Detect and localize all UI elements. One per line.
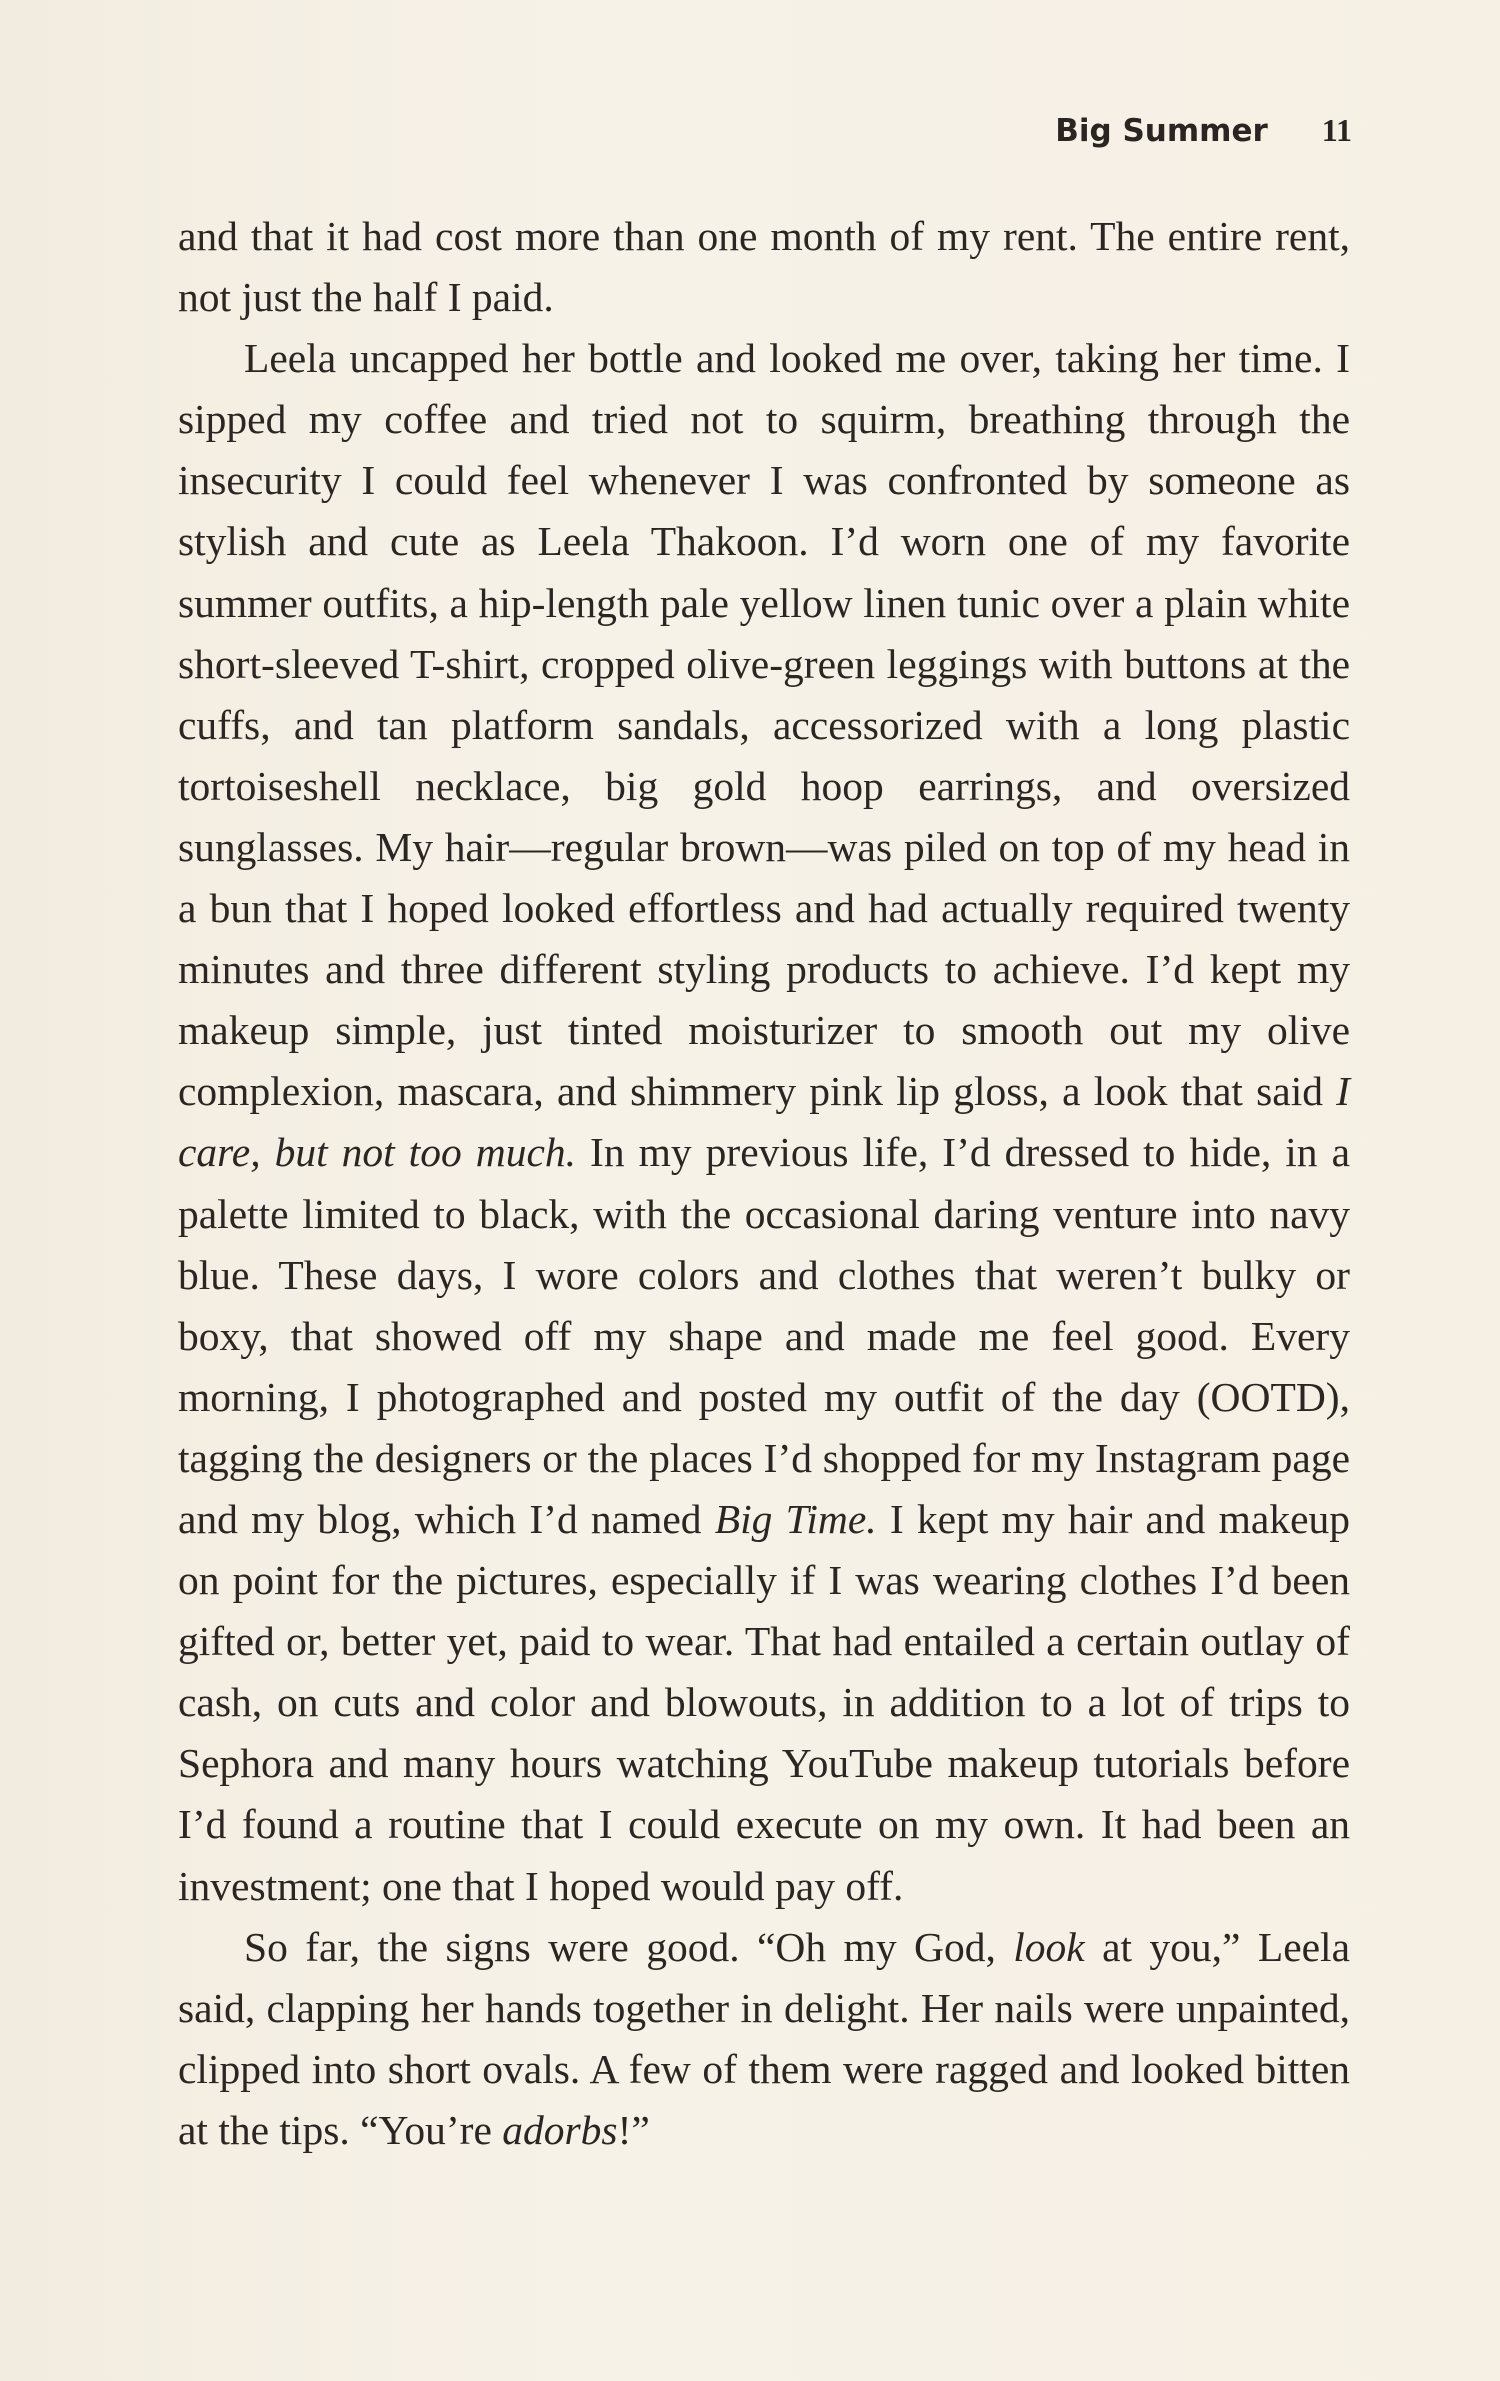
paragraph [178,328,1350,1916]
text-run: and that it had cost more than one month of my rent. The entire rent, not just the half I paid. [178,213,1350,321]
italic-text: Big Time. [714,1495,877,1542]
text-run: In my previous life, I’d dressed to hide, in a palette limited to black, with the occasional daring venture into navy blue. These days, I wore colors and clothes that weren’t bulky or boxy, that showed off my shape and made me feel good. Every morning, I photographed and posted my outfit of the day (OOTD), tagging the designers or the places I’d shopped for my Instagram page and my blog, which I’d named [178,1129,1350,1542]
italic-text: adorbs [502,2106,618,2153]
text-run: So far, the signs were good. “Oh my God, [244,1923,1014,1970]
text-run: I kept my hair and makeup on point for the pictures, especially if I was wearing clothes I’d been gifted or, better yet, paid to wear. That had entailed a certain outlay of cash, on cuts and color and blowouts, in addition to a lot of trips to Sephora and many hours watching YouTube makeup tutorials before I’d found a routine that I could execute on my own. It had been an investment; one that I hoped would pay off. [178,1495,1350,1909]
italic-text: look [1013,1923,1085,1970]
running-header [1055,112,1352,149]
book-title: Big Summer [1055,113,1268,149]
paragraph [178,1917,1350,2161]
text-run: Leela uncapped her bottle and looked me over, taking her time. I sipped my coffee and tried not to squirm, breathing through the insecurity I could feel whenever I was confronted by someone as stylish and cute as Leela Thakoon. I’d worn one of my favorite summer outfits, a hip-length pale yellow linen tunic over a plain white short-sleeved T-shirt, cropped olive-green leggings with buttons at the cuffs, and tan platform sandals, accessorized with a long plastic tortoiseshell necklace, big gold hoop earrings, and oversized sunglasses. My hair—regular brown—was piled on top of my head in a bun that I hoped looked effortless and had actually required twenty minutes and three different styling products to achieve. I’d kept my makeup simple, just tinted moisturizer to smooth out my olive complexion, mascara, and shimmery pink lip gloss, a look that said [178,335,1350,1115]
paragraph [178,206,1350,328]
page-number: 11 [1321,112,1352,148]
italic-text: I care, but not too much. [178,1068,1350,1176]
text-run: !” [617,2106,650,2153]
body-text [178,206,1350,2161]
text-run: at you,” Leela said, clapping her hands together in delight. Her nails were unpainted, clipped into short ovals. A few of them were ragged and looked bitten at the tips. “You’re [178,1923,1350,2153]
